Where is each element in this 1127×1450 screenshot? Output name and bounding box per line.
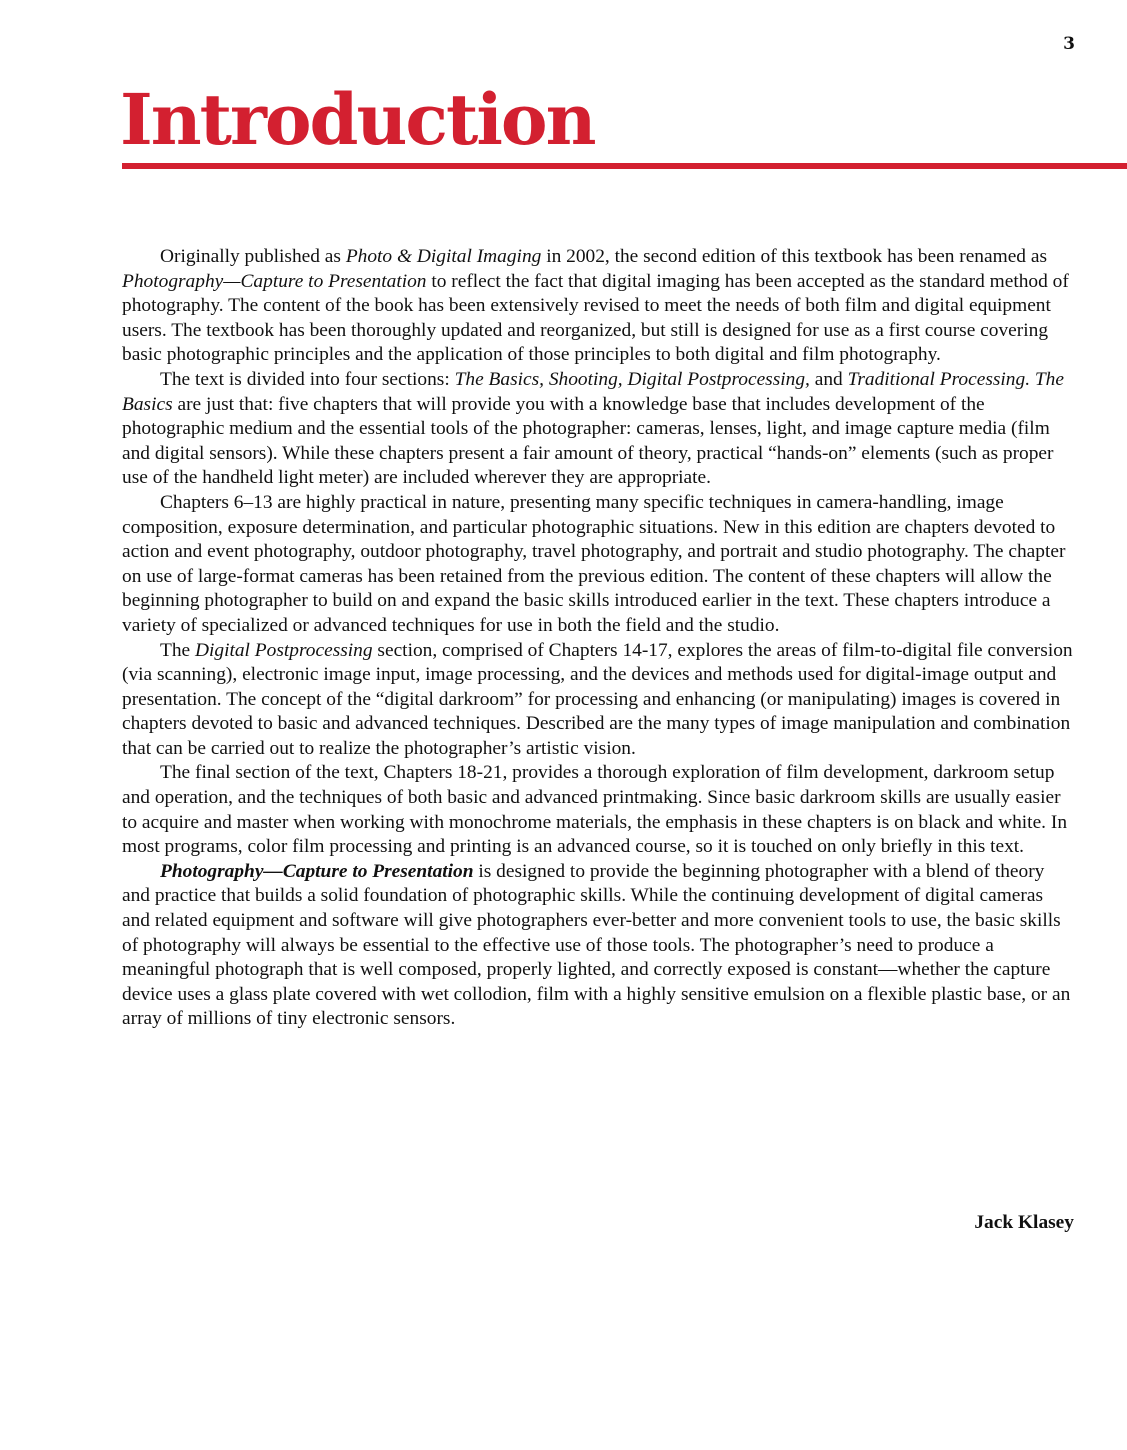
title-underline-rule: [122, 163, 1127, 169]
paragraph-2: The text is divided into four sections: The Basics, Shooting, Digital Postprocessing, and Traditional Processing. The Basics are just that: five chapters that will provide you with a knowledge base that includes development of the photographic medium and the essential tools of the photographer: cameras, lenses, light, and image capture media (film and digital sensors). While these chapters present a fair amount of theory, practical “hands-on” elements (such as proper use of the handheld light meter) are included wherever they are appropriate.: [122, 368, 1064, 489]
paragraph-4: The Digital Postprocessing section, comprised of Chapters 14-17, explores the areas of film-to-digital file conversion (via scanning), electronic image input, image processing, and the devices and methods used for digital-image output and presentation. The concept of the “digital darkroom” for processing and enhancing (or manipulating) images is covered in chapters devoted to basic and advanced techniques. Described are the many types of image manipulation and combination that can be carried out to realize the photographer’s artistic vision.: [122, 639, 1073, 759]
page-title: Introduction: [120, 78, 595, 161]
body-text: [122, 245, 1074, 1032]
paragraph-1: Originally published as Photo & Digital Imaging in 2002, the second edition of this textbook has been renamed as Photography—Capture to Presentation to reflect the fact that digital imaging has been accepted as the standard method of photography. The content of the book has been extensively revised to meet the needs of both film and digital equipment users. The textbook has been thoroughly updated and reorganized, but still is designed for use as a first course covering basic photographic principles and the application of those principles to both digital and film photography.: [122, 246, 1069, 366]
paragraph-6: Photography—Capture to Presentation is designed to provide the beginning photographer with a blend of theory and practice that builds a solid foundation of photographic skills. While the continuing development of digital cameras and related equipment and software will give photographers ever-better and more convenient tools to use, the basic skills of photography will always be essential to the effective use of those tools. The photographer’s need to produce a meaningful photograph that is well composed, properly lighted, and correctly exposed is constant—whether the capture device uses a glass plate covered with wet collodion, film with a highly sensitive emulsion on a flexible plastic base, or an array of millions of tiny electronic sensors.: [122, 860, 1071, 1030]
author-signature: Jack Klasey: [974, 1212, 1074, 1233]
paragraph-5: The final section of the text, Chapters 18-21, provides a thorough exploration of film development, darkroom setup and operation, and the techniques of both basic and advanced printmaking. Since basic darkroom skills are usually easier to acquire and master when working with monochrome materials, the emphasis in these chapters is on black and white. In most programs, color film processing and printing is an advanced course, so it is touched on only briefly in this text.: [122, 762, 1068, 858]
page-number: 3: [1063, 34, 1075, 54]
paragraph-3: Chapters 6–13 are highly practical in nature, presenting many specific techniques in camera-handling, image composition, exposure determination, and particular photographic situations. New in this edition are chapters devoted to action and event photography, outdoor photography, travel photography, and portrait and studio photography. The chapter on use of large-format cameras has been retained from the previous edition. The content of these chapters will allow the beginning photographer to build on and expand the basic skills introduced earlier in the text. These chapters introduce a variety of specialized or advanced techniques for use in both the field and the studio.: [122, 491, 1066, 636]
